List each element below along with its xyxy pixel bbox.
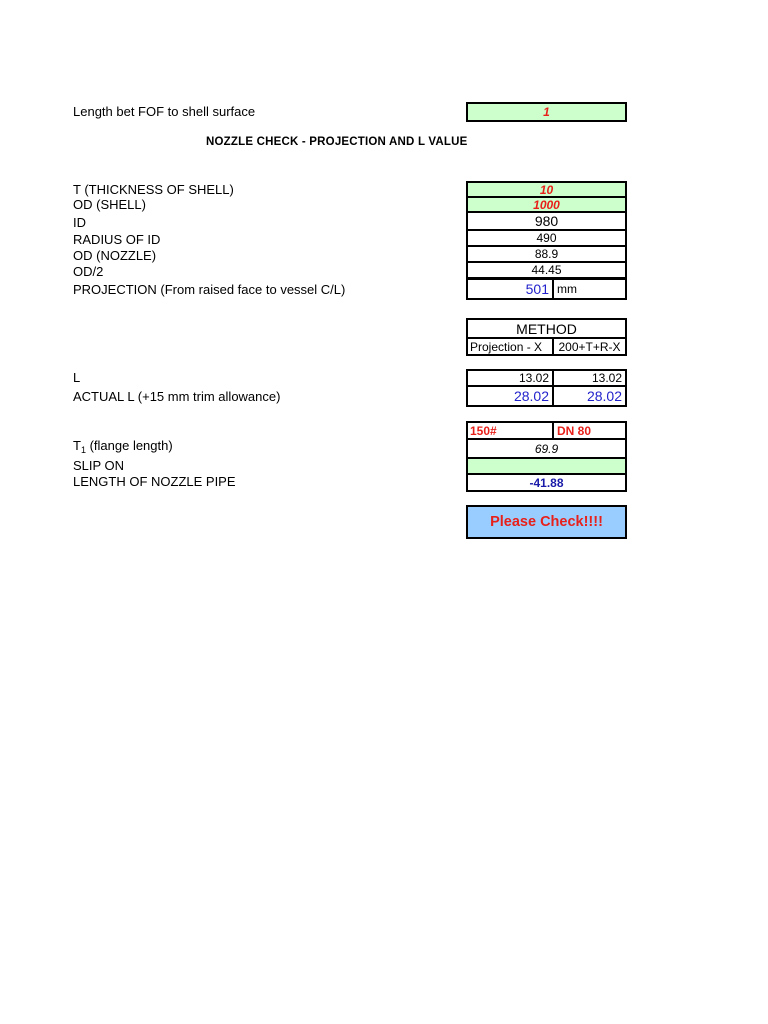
od-half-label: OD/2 — [73, 264, 104, 279]
fof-value-cell[interactable]: 1 — [466, 102, 627, 122]
please-check-status: Please Check!!!! — [466, 505, 627, 539]
nozzle-pipe-length-label: LENGTH OF NOZZLE PIPE — [73, 474, 236, 489]
page-title: NOZZLE CHECK - PROJECTION AND L VALUE — [206, 136, 468, 148]
od-shell-value-cell[interactable]: 1000 — [466, 196, 627, 213]
od-nozzle-value-cell: 88.9 — [466, 245, 627, 263]
l-value-col1: 13.02 — [466, 369, 554, 387]
actual-l-label: ACTUAL L (+15 mm trim allowance) — [73, 389, 281, 404]
flange-size-cell[interactable]: DN 80 — [552, 421, 627, 440]
projection-label: PROJECTION (From raised face to vessel C/L) — [73, 282, 346, 297]
t1-label-rest: (flange length) — [85, 438, 173, 453]
t1-value-cell: 69.9 — [466, 438, 627, 459]
thickness-label: T (THICKNESS OF SHELL) — [73, 182, 234, 197]
t1-label-subscript: 1 — [80, 445, 86, 455]
l-label: L — [73, 370, 81, 385]
method-header: METHOD — [466, 318, 627, 339]
actual-l-value-col2: 28.02 — [552, 385, 627, 407]
method-col1-header: Projection - X — [466, 337, 554, 356]
l-value-col2: 13.02 — [552, 369, 627, 387]
id-value-cell: 980 — [466, 211, 627, 231]
t1-label-main: T — [73, 438, 81, 453]
radius-label: RADIUS OF ID — [73, 232, 161, 247]
projection-unit-cell: mm — [552, 278, 627, 300]
od-half-value-cell: 44.45 — [466, 261, 627, 279]
od-nozzle-label: OD (NOZZLE) — [73, 248, 157, 263]
flange-rating-cell[interactable]: 150# — [466, 421, 554, 440]
thickness-value-cell[interactable]: 10 — [466, 181, 627, 198]
id-label: ID — [73, 215, 86, 230]
fof-label: Length bet FOF to shell surface — [73, 104, 256, 119]
od-shell-label: OD (SHELL) — [73, 197, 146, 212]
radius-value-cell: 490 — [466, 229, 627, 247]
method-col2-header: 200+T+R-X — [552, 337, 627, 356]
projection-value-cell: 501 — [466, 278, 554, 300]
nozzle-pipe-length-value-cell: -41.88 — [466, 473, 627, 492]
slip-on-label: SLIP ON — [73, 458, 125, 473]
actual-l-value-col1: 28.02 — [466, 385, 554, 407]
t1-label — [73, 438, 173, 458]
